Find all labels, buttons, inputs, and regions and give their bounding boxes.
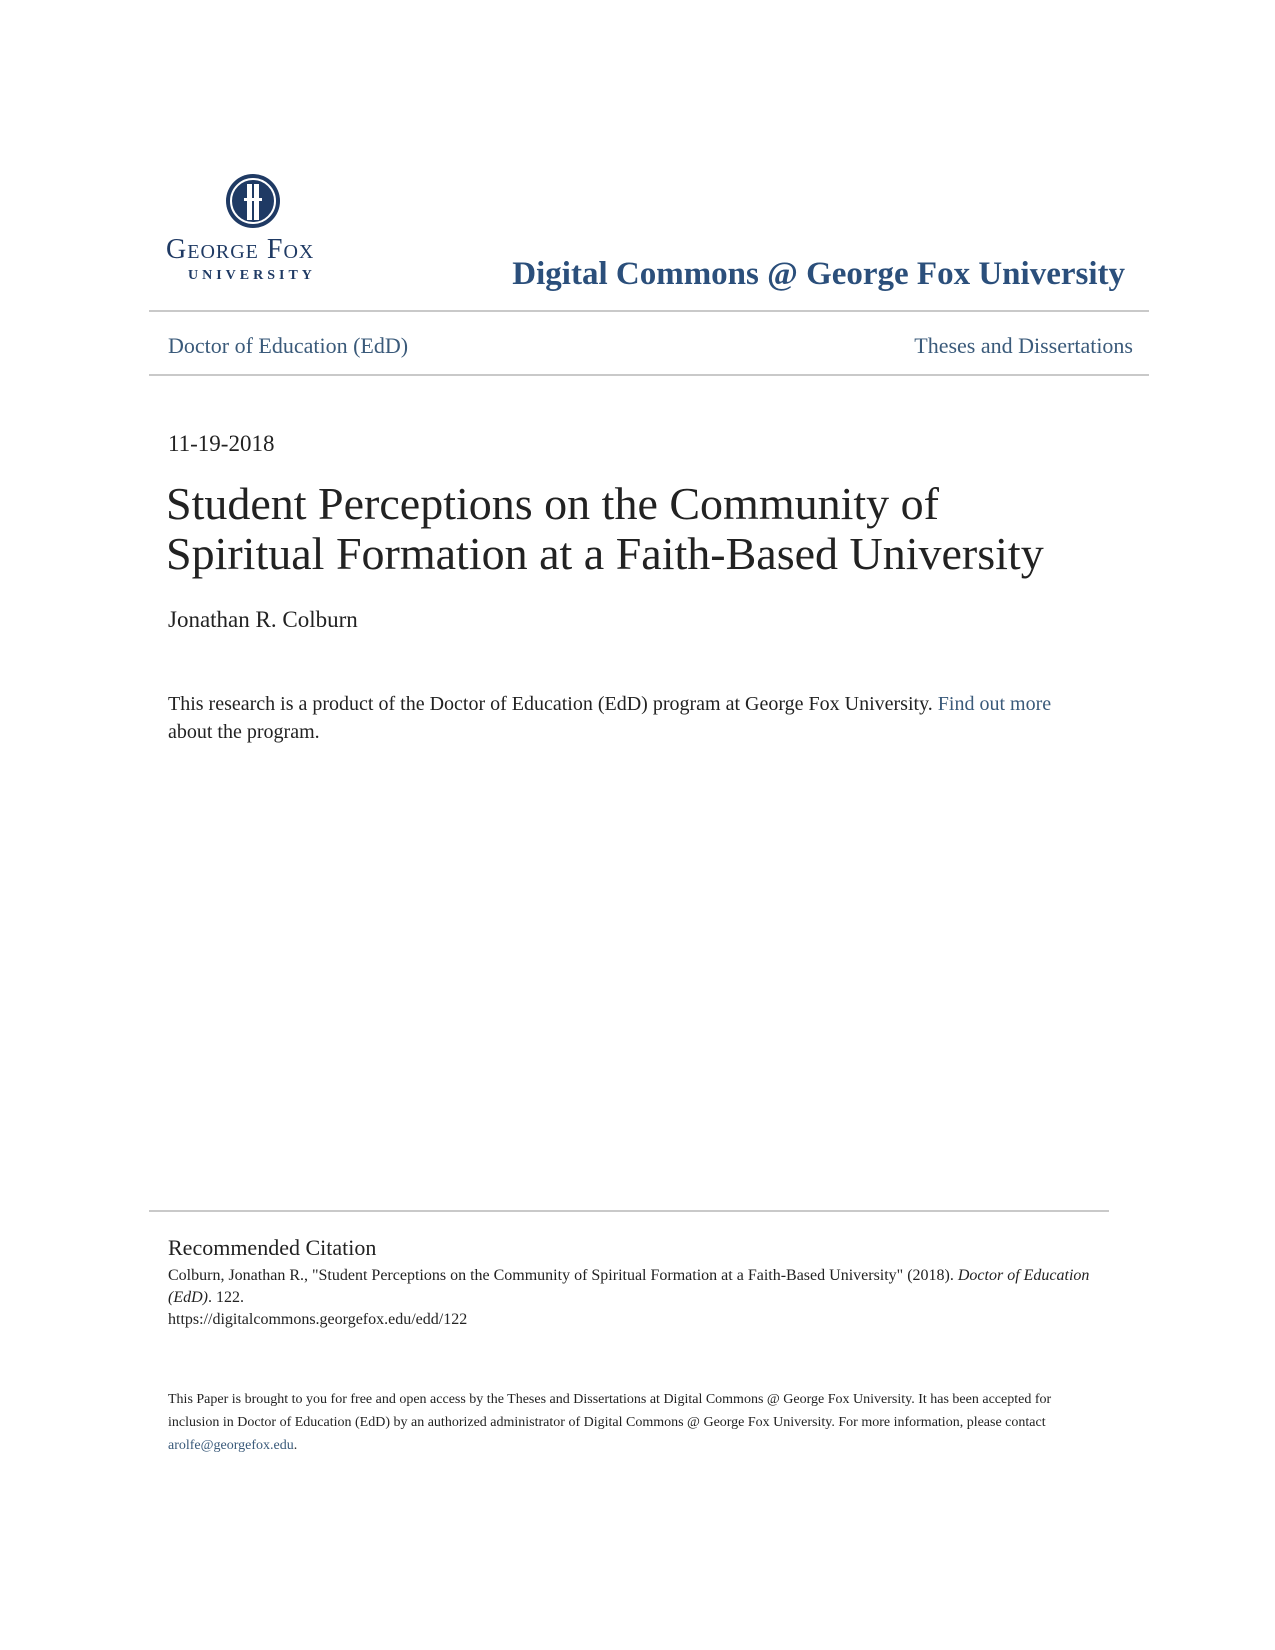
publication-date: 11-19-2018 bbox=[168, 431, 275, 456]
program-note bbox=[168, 690, 1068, 746]
citation-block bbox=[168, 1265, 1098, 1331]
program-note-text: This research is a product of the Doctor of Education (EdD) program at George Fox University. bbox=[168, 693, 933, 715]
breadcrumb-divider bbox=[149, 374, 1149, 376]
citation-divider bbox=[149, 1210, 1109, 1212]
paper-title bbox=[166, 479, 1106, 579]
contact-email-link[interactable]: arolfe@georgefox.edu bbox=[168, 1438, 294, 1453]
citation-number: . 122. bbox=[207, 1289, 244, 1306]
paper-title-line: Student Perceptions on the Community of bbox=[166, 478, 939, 529]
footer-notice bbox=[168, 1388, 1078, 1457]
university-logo bbox=[166, 172, 346, 292]
citation-url[interactable]: https://digitalcommons.georgefox.edu/edd/122 bbox=[168, 1311, 468, 1328]
university-emblem-icon bbox=[224, 172, 282, 230]
paper-title-line: Spiritual Formation at a Faith-Based University bbox=[166, 528, 1044, 579]
site-title[interactable]: Digital Commons @ George Fox University bbox=[512, 256, 1125, 292]
breadcrumb-collection[interactable]: Theses and Dissertations bbox=[914, 333, 1133, 358]
program-note-tail: about the program. bbox=[168, 721, 320, 743]
logo-wordmark: George Fox bbox=[166, 234, 315, 265]
logo-subtitle: UNIVERSITY bbox=[188, 268, 316, 283]
paper-author: Jonathan R. Colburn bbox=[168, 607, 358, 632]
citation-heading: Recommended Citation bbox=[168, 1235, 377, 1260]
footer-text: This Paper is brought to you for free and open access by the Theses and Dissertations at Digital Commons @ George Fox University. It has been accepted for inclusion in Doctor of Education (EdD) by an authorized administrator of Digital Commons @ George Fox University. For more information, please contact bbox=[168, 1392, 1052, 1430]
breadcrumb-series[interactable]: Doctor of Education (EdD) bbox=[168, 333, 409, 358]
header-divider bbox=[149, 310, 1149, 312]
citation-text: Colburn, Jonathan R., "Student Perceptions on the Community of Spiritual Formation at a Faith-Based University" (2018). bbox=[168, 1267, 954, 1284]
footer-end: . bbox=[293, 1438, 298, 1453]
find-out-more-link[interactable]: Find out more bbox=[937, 693, 1052, 715]
citation-series: Doctor of Education (EdD) bbox=[168, 1267, 1090, 1306]
